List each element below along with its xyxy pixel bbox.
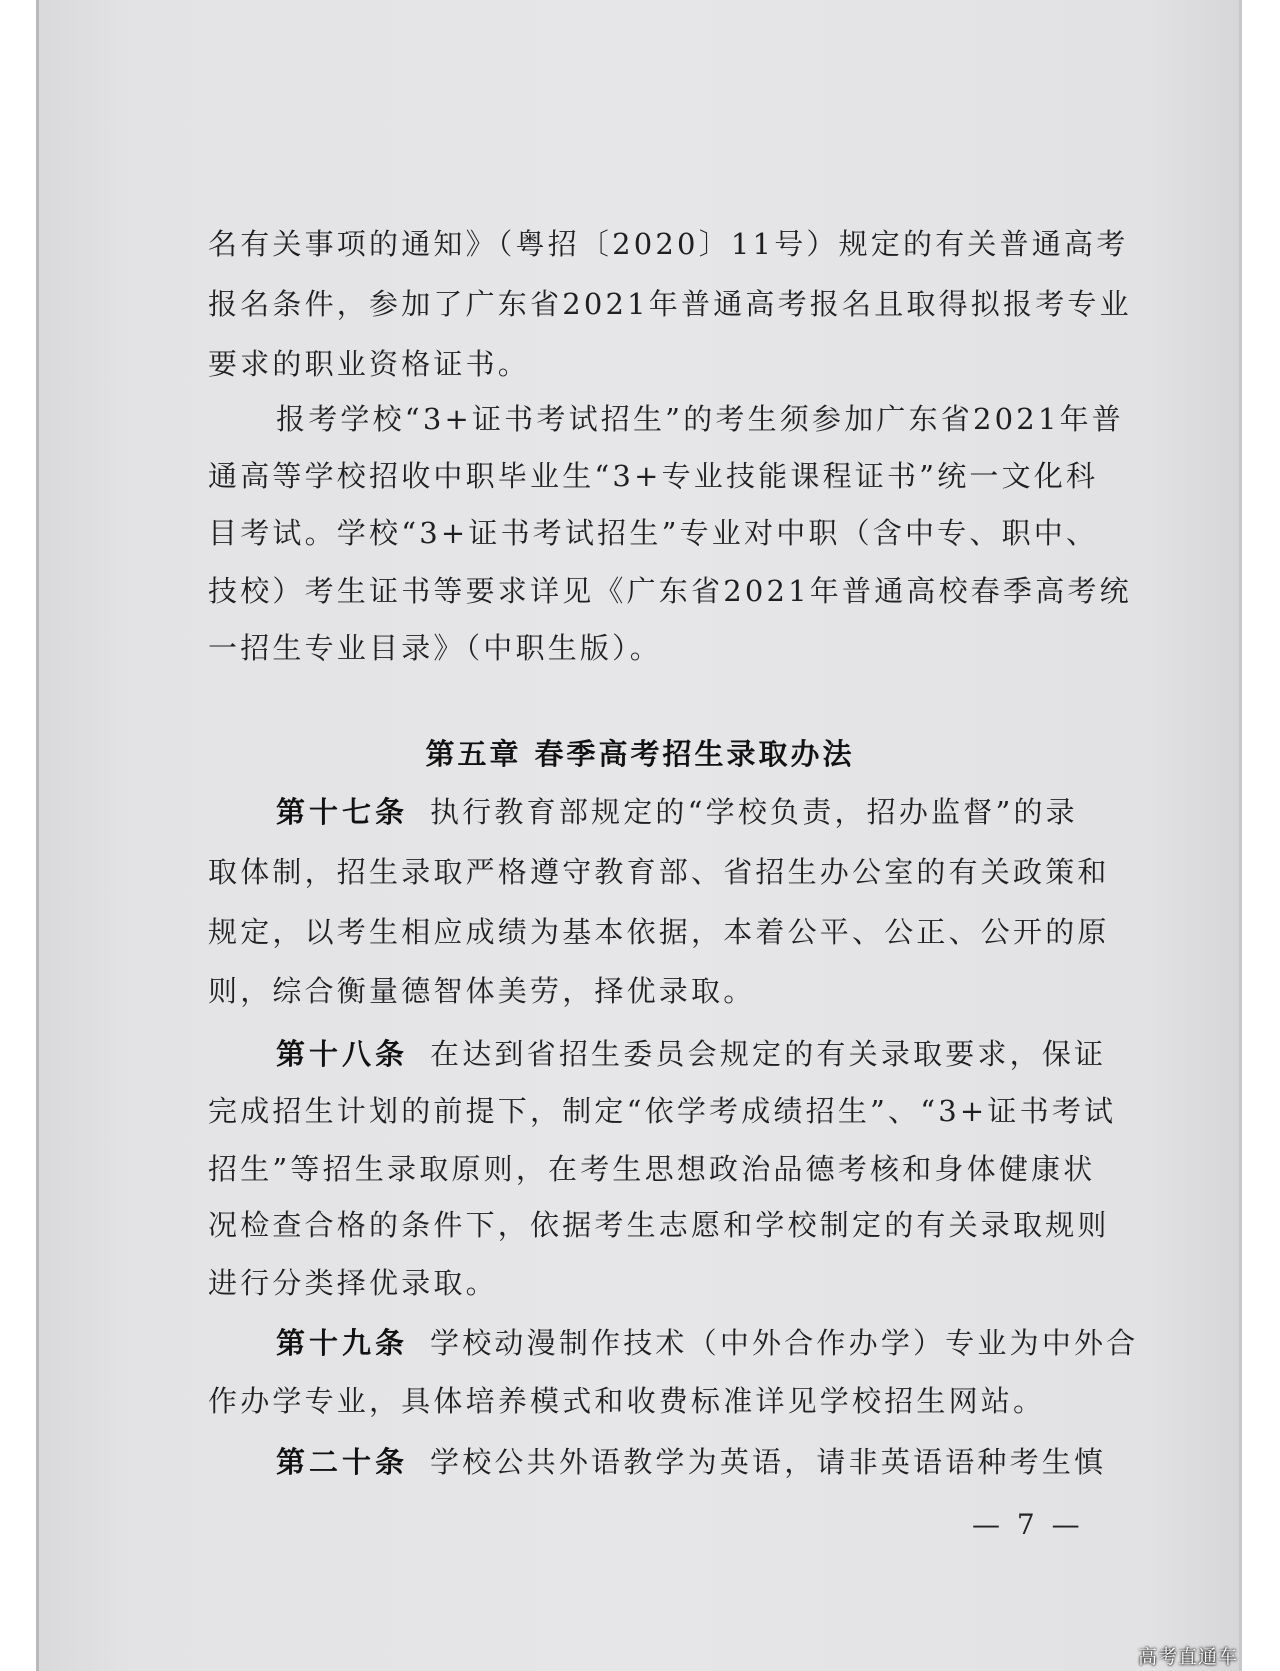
page-number: — 7 — bbox=[972, 1508, 1084, 1541]
article17-line-4: 则，综合衡量德智体美劳，择优录取。 bbox=[208, 974, 756, 1008]
paper-edge-left bbox=[36, 0, 39, 1671]
paragraph2-line-1: 报考学校“3+证书考试招生”的考生须参加广东省2021年普 bbox=[276, 402, 1125, 436]
paper-edge-right bbox=[1239, 0, 1242, 1671]
article20-line-1: 学校公共外语教学为英语，请非英语语种考生慎 bbox=[430, 1445, 1107, 1479]
watermark-text: 高考直通车 bbox=[1138, 1646, 1239, 1668]
chapter-title: 第五章 春季高考招生录取办法 bbox=[425, 737, 855, 771]
paragraph2-line-3: 目考试。学校“3+证书考试招生”专业对中职（含中专、职中、 bbox=[208, 516, 1099, 550]
paragraph1-line-1: 名有关事项的通知》（粤招〔2020〕11号）规定的有关普通高考 bbox=[208, 227, 1129, 261]
article18-line-1: 在达到省招生委员会规定的有关录取要求，保证 bbox=[430, 1037, 1107, 1071]
article18-line-2: 完成招生计划的前提下，制定“依学考成绩招生”、“3+证书考试 bbox=[208, 1094, 1117, 1128]
article19-first-line bbox=[276, 1323, 1138, 1363]
article18-line-4: 况检查合格的条件下，依据考生志愿和学校制定的有关录取规则 bbox=[208, 1208, 1110, 1242]
article18-first-line bbox=[276, 1034, 1106, 1074]
article18-line-3: 招生”等招生录取原则，在考生思想政治品德考核和身体健康状 bbox=[208, 1152, 1096, 1186]
paragraph2-line-4: 技校）考生证书等要求详见《广东省2021年普通高校春季高考统 bbox=[208, 574, 1132, 608]
article19-line-2: 作办学专业，具体培养模式和收费标准详见学校招生网站。 bbox=[208, 1384, 1046, 1418]
article20-heading: 第二十条 bbox=[276, 1445, 409, 1479]
paragraph1-line-3: 要求的职业资格证书。 bbox=[208, 347, 531, 381]
paragraph1-line-2: 报名条件，参加了广东省2021年普通高考报名且取得拟报考专业 bbox=[208, 287, 1132, 321]
article17-heading: 第十七条 bbox=[276, 795, 409, 829]
article18-line-5: 进行分类择优录取。 bbox=[208, 1266, 498, 1300]
article17-line-2: 取体制，招生录取严格遵守教育部、省招生办公室的有关政策和 bbox=[208, 855, 1110, 889]
paragraph2-line-2: 通高等学校招收中职毕业生“3+专业技能课程证书”统一文化科 bbox=[208, 459, 1099, 493]
article17-line-3: 规定，以考生相应成绩为基本依据，本着公平、公正、公开的原 bbox=[208, 915, 1110, 949]
article19-line-1: 学校动漫制作技术（中外合作办学）专业为中外合 bbox=[430, 1326, 1139, 1360]
article17-first-line bbox=[276, 792, 1078, 832]
article18-heading: 第十八条 bbox=[276, 1037, 409, 1071]
paragraph2-line-5: 一招生专业目录》（中职生版）。 bbox=[208, 631, 663, 665]
article17-line-1: 执行教育部规定的“学校负责，招办监督”的录 bbox=[430, 795, 1078, 829]
article19-heading: 第十九条 bbox=[276, 1326, 409, 1360]
article20-first-line bbox=[276, 1442, 1106, 1482]
